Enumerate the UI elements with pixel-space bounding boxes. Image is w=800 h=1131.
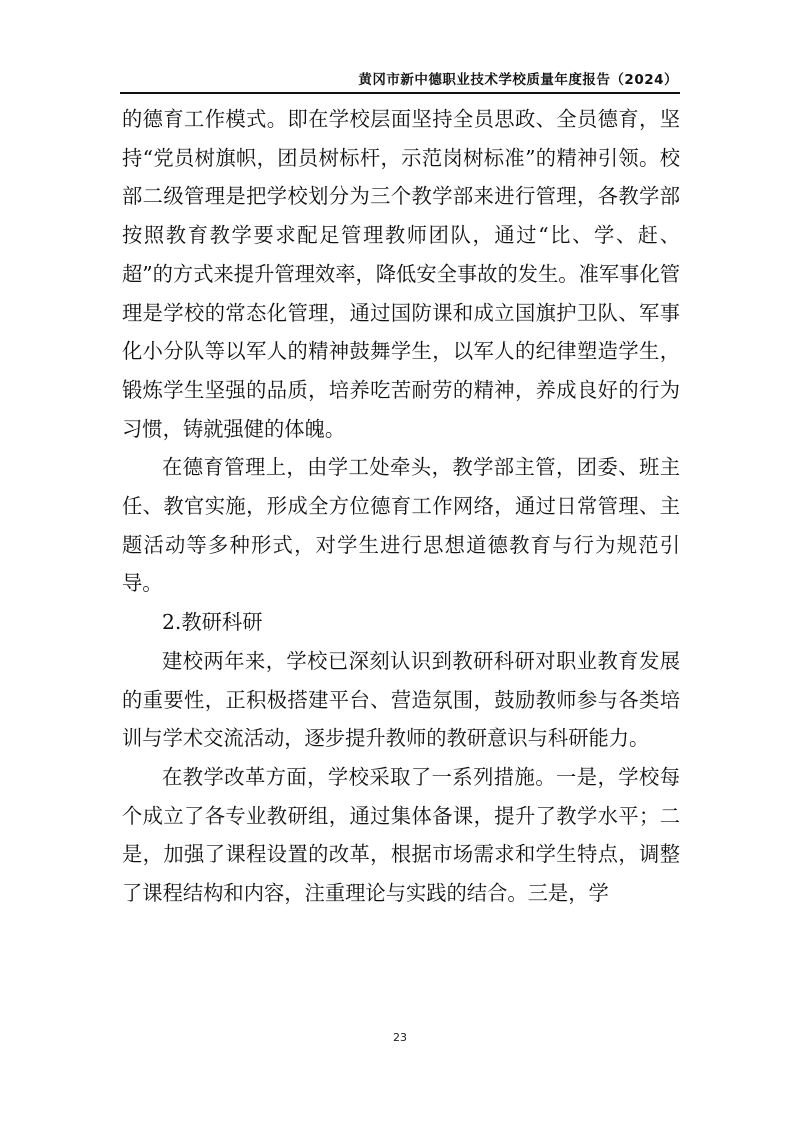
paragraph-moral-education-model: 的德育工作模式。即在学校层面坚持全员思政、全员德育，坚持“党员树旗帜，团员树标杆，示范岗树标准”的精神引领。校部二级管理是把学校划分为三个教学部来进行管理，各教学部按照教育教学要求配足管理教师团队，通过“比、学、赶、超”的方式来提升管理效率，降低安全事故的发生。准军事化管理是学校的常态化管理，通过国防课和成立国旗护卫队、军事化小分队等以军人的精神鼓舞学生，以军人的纪律塑造学生，锻炼学生坚强的品质，培养吃苦耐劳的精神，养成良好的行为习惯，铸就强健的体魄。 xyxy=(122,107,680,441)
page-number: 23 xyxy=(393,1031,407,1044)
page-content xyxy=(122,100,680,913)
paragraph-moral-education-management: 在德育管理上，由学工处牵头，教学部主管，团委、班主任、教官实施，形成全方位德育工作网络，通过日常管理、主题活动等多种形式，对学生进行思想道德教育与行为规范引导。 xyxy=(122,455,680,596)
section-heading-teaching-research: 2.教研科研 xyxy=(162,610,263,635)
header-title: 黄冈市新中德职业技术学校质量年度报告（2024） xyxy=(358,72,678,88)
paragraph-research-overview: 建校两年来，学校已深刻认识到教研科研对职业教育发展的重要性，正积极搭建平台、营造氛围，鼓励教师参与各类培训与学术交流活动，逐步提升教师的教研意识与科研能力。 xyxy=(122,648,680,751)
paragraph-teaching-reform: 在教学改革方面，学校采取了一系列措施。一是，学校每个成立了各专业教研组，通过集体备课，提升了教学水平；二是，加强了课程设置的改革，根据市场需求和学生特点，调整了课程结构和内容，注重理论与实践的结合。三是，学 xyxy=(122,764,680,906)
page-header xyxy=(120,66,680,94)
